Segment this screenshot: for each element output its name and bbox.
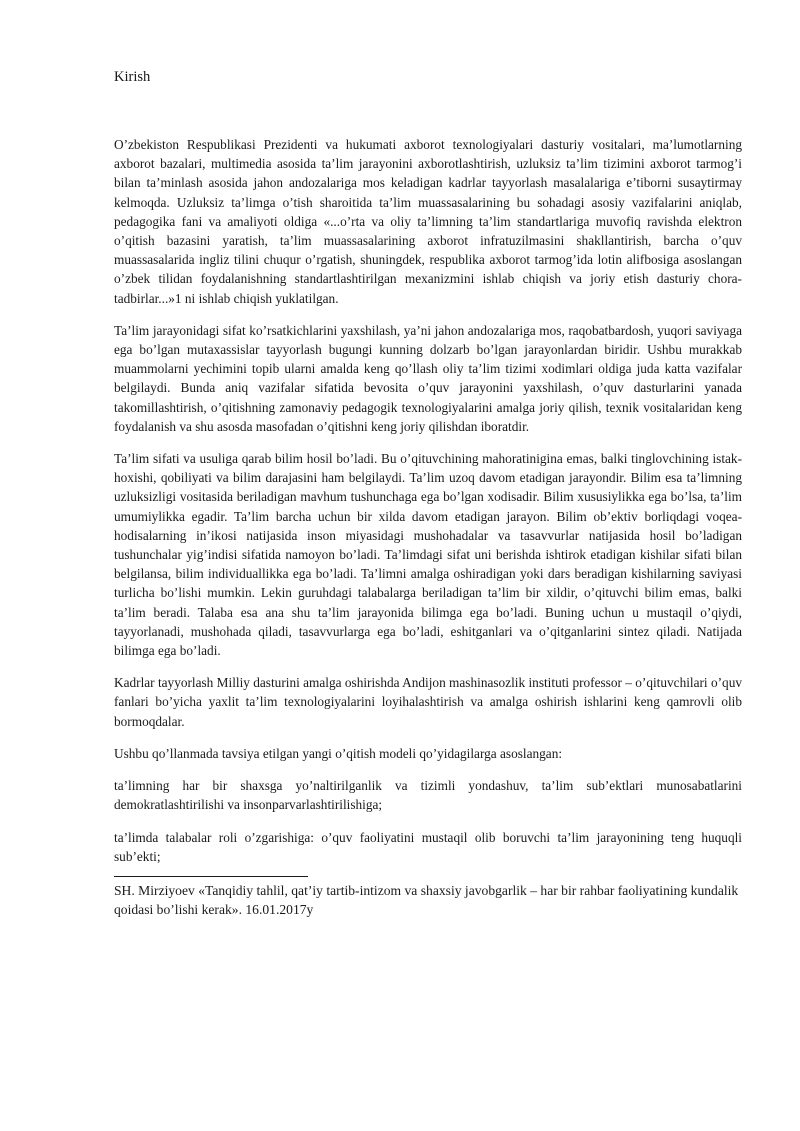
paragraph-1: O’zbekiston Respublikasi Prezidenti va hukumati axborot texnologiyalari dasturiy vositalari, ma’lumotlarning axborot bazalari, multimedia asosida ta’lim jarayonini axborotlashtirish, uzluksiz ta’lim tizimini axborot tarmog’i bilan ta’minlash asosida jahon andozalariga mos keladigan kadrlar tayyorlash masalalariga e’tiborni susaytirmay kelmoqda. Uzluksiz ta’limga o’tish sharoitida ta’lim muassasalarining bu sohadagi asosiy vazifalarini aniqlab, pedagogika fani va amaliyoti oldiga «...o’rta va oliy ta’limning ta’lim standartlariga muvofiq ravishda elektron o’qitish bazasini yaratish, ta’lim muassasalarining axborot infratuzilmasini shakllantirish, barcha o’quv muassasalarida ingliz tilini chuqur o’rgatish, shuningdek, respublika axborot tarmog’ida lotin alifbosiga asoslangan o’zbek tilidan foydalanishning standartlashtirilgan mexanizmini ishlab chiqish va joriy etish dasturiy chora-tadbirlar...»1 ni ishlab chiqish yuklatilgan. xyxy=(114,137,742,306)
footnote: SH. Mirziyoev «Tanqidiy tahlil, qat’iy tartib-intizom va shaxsiy javobgarlik – har bir rahbar faoliyatining kundalik qoidasi bo’lishi kerak». 16.01.2017y xyxy=(114,882,739,917)
document-body xyxy=(114,135,742,919)
paragraph-6: ta’limning har bir shaxsga yo’naltirilganlik va tizimli yondashuv, ta’lim sub’ektlari munosabatlarini demokratlashtirilishi va insonparvarlashtirilishiga; xyxy=(114,778,742,813)
paragraph-4: Kadrlar tayyorlash Milliy dasturini amalga oshirishda Andijon mashinasozlik instituti professor – o’qituvchilari o’quv fanlari bo’yicha yaxlit ta’lim texnologiyalarini loyihalashtirish va amalga oshirish ishlarini keng qamrovli olib bormoqdalar. xyxy=(114,675,742,729)
footnote-separator xyxy=(114,876,308,877)
paragraph-2: Ta’lim jarayonidagi sifat ko’rsatkichlarini yaxshilash, ya’ni jahon andozalariga mos, raqobatbardosh, yuqori saviyaga ega bo’lgan mutaxassislar tayyorlash bugungi kunning dolzarb bo’lgan jarayonlardan biridir. Ushbu murakkab muammolarni yechimini topib ularni amalda keng qo’llash oliy ta’lim tizimi xodimlari oldiga juda katta vazifalar belgilaydi. Bunda aniq vazifalar sifatida bevosita o’quv jarayonini yaxshilash, o’quv dasturlarini yanada takomillashtirish, o’qitishning zamonaviy pedagogik texnologiyalarini amalga joriy qilish, texnik vositalaridan keng foydalanish va shu asosda masofadan o’qitishni keng joriy qilishdan iboratdir. xyxy=(114,322,742,434)
section-heading: Kirish xyxy=(114,69,151,85)
paragraph-7: ta’limda talabalar roli o’zgarishiga: o’quv faoliyatini mustaqil olib boruvchi ta’lim jarayonining teng huquqli sub’ekti; xyxy=(114,829,742,864)
paragraph-3: Ta’lim sifati va usuliga qarab bilim hosil bo’ladi. Bu o’qituvchining mahoratinigina emas, balki tinglovchining istak-hoxishi, qobiliyati va bilim darajasini ham belgilaydi. Ta’lim uzoq davom etadigan jarayondir. Bilim esa ta’limning uzluksizligi vositasida beriladigan mavhum tushunchaga ega bo’lgan xodisadir. Bilim xususiylikka ega bo’lsa, ta’lim umumiylikka egadir. Ta’lim barcha uchun bir xilda davom etadigan jarayon. Bilim ob’ektiv borliqdagi voqea-hodisalarning in’ikosi natijasida inson miyasidagi mushohadalar va tasavvurlar natijasida hosil bo’ladigan tushunchalar yig’indisi sifatida namoyon bo’ladi. Ta’limdagi sifat uni berishda ishtirok etadigan kishilar sifati bilan belgilansa, bilim individuallikka ega bo’ladi. Ta’limni amalga oshiradigan yoki dars beradigan kishilarning saviyasi turlicha bo’lishi mumkin. Lekin guruhdagi talabalarga beriladigan ta’lim bir xildir, o’qituvchi bilim emas, balki ta’lim beradi. Talaba esa ana shu ta’lim jarayonida bilimga ega bo’ladi. Buning uchun u mustaqil o’qiydi, tayyorlanadi, mushohada qiladi, tasavvurlarga ega bo’ladi, eshitganlari va o’qitganlarini sintez qiladi. Natijada bilimga ega bo’ladi. xyxy=(114,451,742,659)
paragraph-5: Ushbu qo’llanmada tavsiya etilgan yangi o’qitish modeli qo’yidagilarga asoslangan: xyxy=(114,745,563,761)
